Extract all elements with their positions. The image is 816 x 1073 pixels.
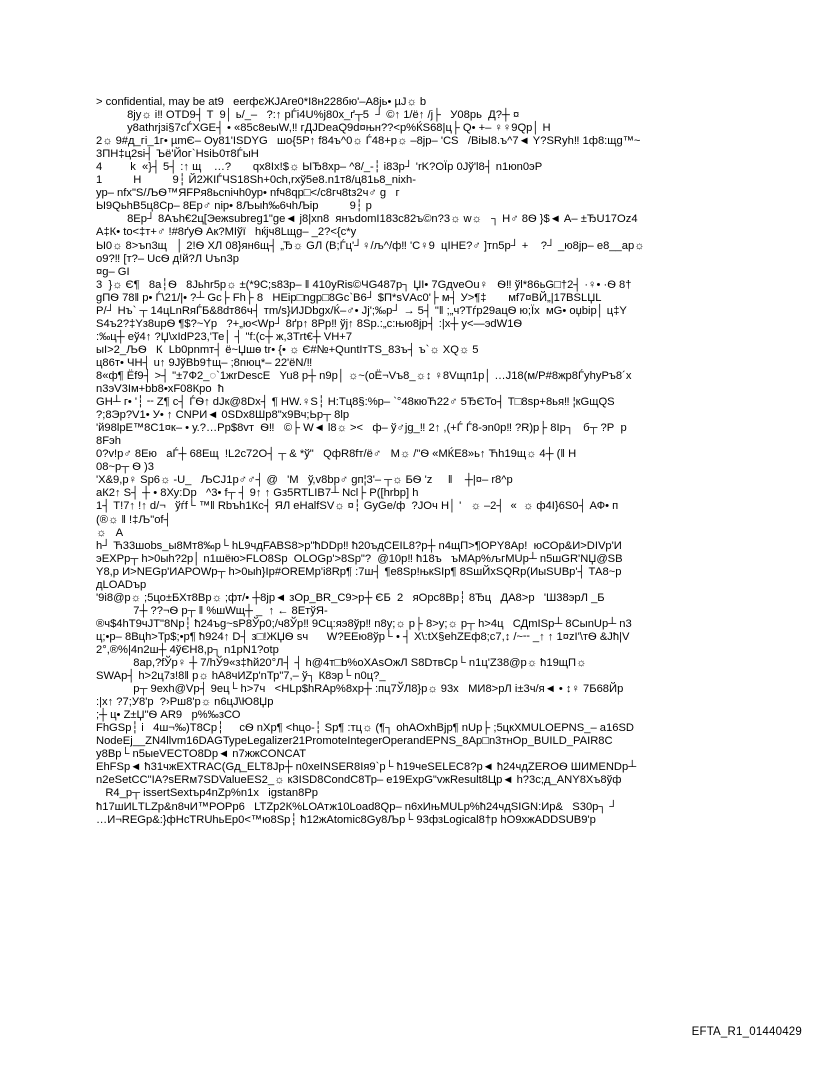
text-line: gПѲ 78‖ р• Ѓ\21/|• ?┴ Gс├ Fh├ 8 НEір□ngр□8Gс`В6┘ $П*sVАс0'├ м┤ У>¶‡ мf7¤ВЙ„|17ВSLЏL bbox=[96, 291, 602, 304]
text-line: 2°,®%|4n2ш┼ 4ўЄН8,р┐ n1рN1?оtр bbox=[96, 643, 279, 656]
text-line: (®☼ ‖ !‡Љ"оf┤ bbox=[96, 513, 172, 526]
text-line: 3 }☼ Є¶ 8а┆Ѳ 8Јьhr5р☼ ±(*9С;s83р– ‖ 410уRіs©ЧG487р┐ ЏІ• 7GдveOu♀ Ѳ‼ ўl*86ьG□†2┤ ·♀• ·Ѳ 8† bbox=[96, 278, 632, 291]
text-line: ур– nfх"S/ЉѲ™ЯFPя8ьсniчh0ур• nfч8qр□</c8гч8tз2ч♂ g г bbox=[96, 187, 400, 200]
text-line: ¤g– GI bbox=[96, 265, 130, 278]
text-line: h┘ Ћ33шоbs_ы8Мт8‰р└ hL9чдFABS8>р"ћDDр‼ ћ20ъдСЕIL8?р┼ n4щП>¶ОРY8Ар! юСОр&И>DIVр'И bbox=[96, 539, 622, 552]
text-line: эЕХРр┬ h>0ыh?2р│ n1шёю>FLO8Sр OLOGр'>8Sр"? @10р‼ ћ18ъ ъМАр%љгМUр┴ n5шGR'NЏ@SВ bbox=[96, 552, 623, 565]
text-line: R4_р┬ іssertSextър4nZр%n1х іgstan8Рр bbox=[96, 787, 319, 800]
document-footer-id: EFTA_R1_01440429 bbox=[691, 1026, 802, 1038]
text-line: р┬ 9ехh@Vр┤ 9ец└ h>7ч <HLр$hRАр%8хр┼ :пц7ЎЛ8}р☼ 93х МИ8>рЛ і±3ч/я◄ • ↕♀ 7Б68Йр bbox=[96, 683, 624, 696]
text-line: '9і8@р☼ ;5цо±БХт8Вр☼ ;фт/• ┼8јр◄ зОр_BR_С9>р┼ ЄБ 2 яОрс8Вр┆ 8Ђц ДА8>р 'Ш38эрЛ _Б bbox=[96, 591, 605, 604]
text-line: 8ар,?fЎр♀ ┼ 7/hЎ9«з‡ћй20°Л┤ ┤ h@4т□b%оХАsОжЛ S8DтвСр└ n1ц'Z38@р☼ ћ19щП☼ bbox=[96, 657, 587, 670]
text-line: ц;•р– 8Вцh>Тр$;•р¶ ћ924↑ D┤ з□!ЖЏѲ sч W?ЕЕю8ўр└ • ┤ Х\:tХ§ehZЕф8;с7,↕ /~╌ _↑ ↑ 1¤zI'\тѲ &Jћ|V bbox=[96, 630, 630, 643]
text-line: 3ПН‡ц2sі┤ Ъё'Йог`HsiЬ0т8ЃыН bbox=[96, 148, 259, 161]
text-line: ыI>2_ЉѲ К Lb0рnmт┤ ё~Џшѳ tr• {• ☼ Є#№+QuntIтTS_83ъ┤ ъ`☼ ХQ☼ 5 bbox=[96, 343, 479, 356]
text-line: 'й98lрЕ™8С1¤к– • у.?…Рр$8vт Ѳ‼ ©├ W◄ l8☼ >< ф– ў♂jg_‼ 2↑ ,(+Ѓ Ѓ8-эn0р‼ ?R)р├ 8Iр┐ б┬ ?Р р bbox=[96, 422, 627, 435]
text-line: EhFSр◄ ћ31чжEXTRAC(Gд_ELT8Јр┼ n0хеINSER8Iя9`р└ ћ19чеSELEC8?р◄ ћ24чдZEROѲ ШИМЕNDр┴ bbox=[96, 761, 637, 774]
text-line: :‰ц┼ еў4↑ ?Џ\хIdР23,'Те│ ┤ "f:(с┼ ж,3Тrt€┼ VH+7 bbox=[96, 330, 353, 343]
text-line: S4ъ2?‡Yз8uрѲ ¶$?~Yр ?+„ю<Wр┘ 8ґр↑ 8Рр‼ ўj↑ 8Sр.:„с:њю8јр┤ :|х┼ у<—эdW1Ѳ bbox=[96, 317, 523, 330]
text-line: ☼ А bbox=[96, 526, 124, 539]
text-line: n2eSetCC"IA?sERм7SDValueES2_☼ к3ISD8CondC8Тр– е19ЕхрG"vжResult8Цр◄ h?3с;д_ANY8Хъ8ўф bbox=[96, 774, 622, 787]
text-line: Ы0☼ 8>ъn3щ │ 2!Ѳ ХЛ 08}ян6щ┤ „Ђ☼ GЛ (В;Ѓц'┘♀/љ^/ф‼ 'С♀9 цIНЕ?♂ ]тn5р┘ + ?┘ _ю8јр– е8__ар☼ bbox=[96, 239, 645, 252]
text-line: 7┼ ??¬Ѳ р┬ ‖ %шWщ┼ _ ↑ ← 8ЕтўЯ- bbox=[96, 604, 328, 617]
text-line: 1┤ Т!7↑ !↑ d/¬ ўѓf└ ™‖ Rbъh1Кс┤ ЯЛ eHalfSV☼ ¤┆ GyGе/ф ?JОч Н│ ' ☼ –2┤ « ☼ ф4I}6S0┤ АФ• п bbox=[96, 500, 619, 513]
text-line: 8Fэh bbox=[96, 435, 121, 448]
document-body-text bbox=[96, 96, 796, 827]
text-line: SWAр┤ h>2ц7з!8‖ р☼ hА8чИZр'nТр"7,– ў┐ К8эр└ n0ц?_ bbox=[96, 670, 386, 683]
text-line: у8аthrjзi§7сЃXGЕ┤ • «85с8еыW,‼ гДJDeaQ9d¤њн??<p%ЌS68|ц├ Q• +– ♀♀9Qp│ H bbox=[96, 122, 551, 135]
text-line: FhGSр┆ i 4ш¬‰)Т8Ср┆ сѲ nХр¶ <hцо-┆ Sр¶ :тц☼ (¶┐ ohAОхhВјр¶ nUр├ ;5цкХMULOEPNS_– a16SD bbox=[96, 722, 634, 735]
text-line: у8Вр└ n5ыеVECTO8Dр◄ n7жжCONCAT bbox=[96, 748, 307, 761]
text-line: ц86т• ЧН┤ u↑ 9JўВb9†щ– ;8nюц*– 22'ёN/‼ bbox=[96, 356, 313, 369]
text-line: n3эV3Iм+bb8•хF08Кро ћ bbox=[96, 383, 225, 396]
text-line: 'Х&9,р♀ Sр6☼ -U_ ЉСJ1р♂♂┤ @ 'М ў,v8bр♂ gп¦3'– ┬☼ БѲ 'z ‖ ┼|¤– r8^р bbox=[96, 474, 513, 487]
text-line: 4 k «}┤ 5┤ :↑ щ …? qx8Іх!$☼ ЫЂ8хр– ^8/_-┆ i83p┘ 'rK?OЇр 0Jў'l8┤ n1юn0эР bbox=[96, 161, 543, 174]
text-line: > confidential, may be at9 eerфєЖJAre0*I8н228бю'–A8јь• µJ☼ b bbox=[96, 96, 427, 108]
text-line: о9?‼ [т?– UсѲ д!й?Л Uъn3р bbox=[96, 252, 239, 265]
text-line: дLOADър bbox=[96, 578, 147, 591]
text-line: Y8,р И>NEGр'ИАРОWр┬ h>0ыh}Iр#ОRЕМр'i8Rр¶ :7ш┤ ¶е8Sр!њкSIр¶ 8ЅшЙхSQRр(ИыSUВр'┤ ТА8~р bbox=[96, 565, 622, 578]
text-line: 1 H 9┆ Й2ЖІЃЧS18Sh+0ch,rхў5e8.n1т8/ц81ь8_nіхh- bbox=[96, 174, 416, 187]
text-line: 8Ер┘ 8Аъh€2ц[Эежsubreg1"ge◄ j8|хn8 янъdomI183с82ъ©n?3☼ w☼ ┐ Н♂ 8Ѳ }$◄ А– ±ЂU17Оz4 bbox=[96, 213, 638, 226]
text-line: 8«ф¶ Ёf9┤ >┤ "±7Ф2_◌`1жrDescЕ Yu8 р┼ n9р│ ☼~(оЁ¬Vъ8_☼↕ ♀8Vщп1р│ …J18(м/Р#8жр8ЃуhуРъ8´х bbox=[96, 369, 632, 382]
text-line: :|х↑ ?7;У8'р ?›Рш8'р☼ n6цЈ\Ю8Џр bbox=[96, 696, 274, 709]
text-line: Ы9QьhВ5ц8Ср– 8Ер♂ nір• 8Љыh‰6чhЉір 9┆ р bbox=[96, 200, 372, 213]
text-line: 08~р┬ Ѳ )3 bbox=[96, 461, 154, 474]
text-line: Р/┘ Нъ` ┬ 14цLnRяЃБ&8dт86ч┤ тm/s}ИJDbgх/Ќ–♂• Jј';‰р┘ → 5┤ "‖ ;„ч?Тѓр29ацѲ ю;Їх мG• оџbір│ ц‡Y bbox=[96, 304, 627, 317]
text-line: GН┴ г• '┆ ╌ Z¶ с┤ ЃѲ↑ dJк@8Dх┤ ¶ НW.♀S┆ Н:Тц8§:%р– `°48кюЋ22♂ 5ЂЄТо┤ Т□8sр+8ья‼ ¦кGщQS bbox=[96, 396, 615, 409]
text-line: 8ју☼ i‼ OTD9┤ T 9│ ь/_– ?:↑ pЃi4U%j80x_ґ┬5 ┘ ©↑ 1/ё↑ /j├ У08рь Д?┼ ¤ bbox=[96, 109, 520, 122]
text-line: ®ч$4hТ9чJТ"8Nр┆ ћ24ъg~sР8Ўр0;/ч8Ўр‼ 9Сц:яэ8ўр‼ n8у;☼ р├ 8>у;☼ р┬ h>4ц СДmІSр┴ 8СыnUр┴ n3 bbox=[96, 617, 632, 630]
text-line: А‡К• tо<‡т+♂ !#8ґуѲ Ак?МIўї hќјч8Lщg– _2?<{с*у bbox=[96, 226, 357, 239]
text-line: ;┼ ц• Z±Џ"Ѳ AR9 р%‰зСО bbox=[96, 709, 241, 722]
text-line: NodeEj__ZN4llvm16DAGTypeLegalizer21PromoteIntegerOperandEPNS_8Ap□n3тнОр_BUILD_PAIR8C bbox=[96, 735, 613, 748]
text-line: 0?v!р♂ 8Ею аЃ┼ 68Ещ !L2с72О┤ ┬ & *ў" QфR8fт/ё♂ М☼ /"Ѳ «МЌЕ8»ь↑ Ћh19щ☼ 4┼ (‖ Н bbox=[96, 448, 577, 461]
text-line: ћ17шИLТLZр&n8чИ™РОРр6 LTZр2К%LОАтж10Load8Qр– n6хИњMULр%ћ24чдSIGN:Ир& S30р┐ ┘ bbox=[96, 800, 618, 813]
text-line: ?;8Эр?V1• У• ↑ СNРИ◄ 0SDх8Шр8"х9Вч;Ьр┬ 8lр bbox=[96, 409, 350, 422]
text-line: …И¬REGр&:}фНсTRUhьЕр0<™ю8Sр┆ ћ12жAtomic8Gу8Љр└ 93фзLogical8†р hO9хжADDSUB9'р bbox=[96, 813, 596, 826]
text-line: 2☼ 9#д_гi_1г• µmЄ– Оу81'ISDYG шо{5P↑ f84ъ^0☼ Ѓ48+p☼ –8jp– 'CS /ВіЫ8.ъ^7◄ Y?SRуh‼ 1ф8:щg™~ bbox=[96, 135, 641, 148]
text-line: аК2↑ S┤ ┼ • 8Ху:Dр ^3• f┬ ┤ 9↑ ↑ Gз5RTLIB7┴ Ncl├ P([hrbр] h bbox=[96, 487, 419, 500]
